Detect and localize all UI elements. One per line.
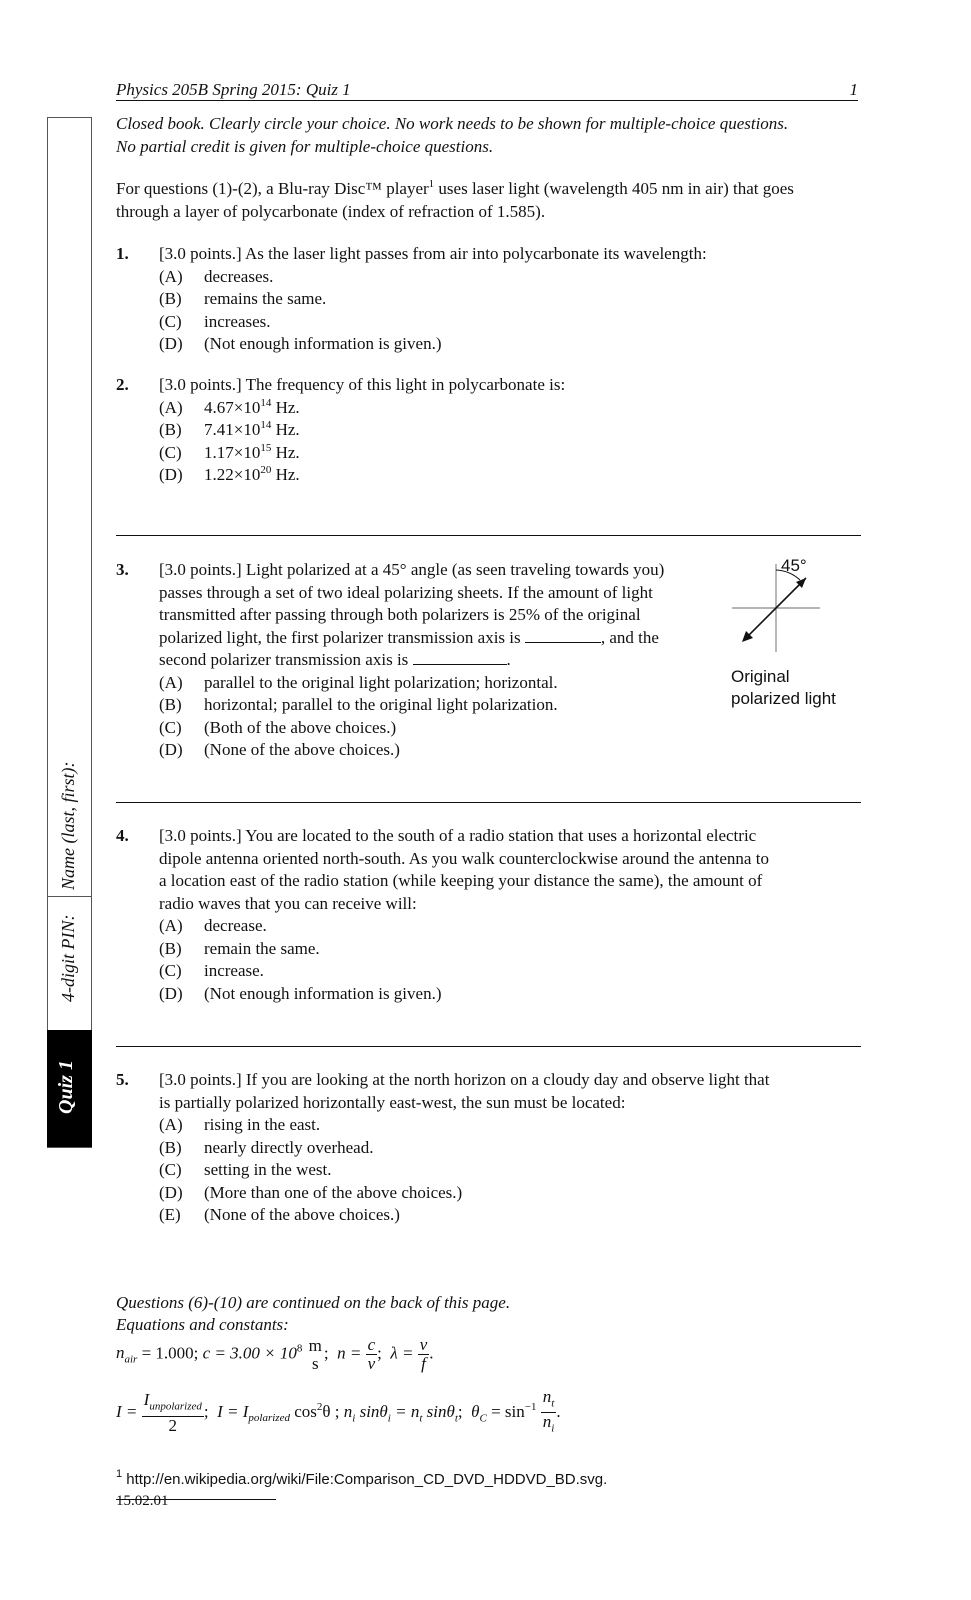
units-den: s bbox=[311, 1353, 319, 1373]
option-text: remains the same. bbox=[204, 289, 327, 308]
option-text: increases. bbox=[204, 311, 271, 331]
question-stem: [3.0 points.] As the laser light passes from air into polycarbonate its wavelength: bbox=[159, 244, 707, 263]
option-text: setting in the west. bbox=[204, 1160, 332, 1179]
option-b[interactable] bbox=[159, 938, 861, 961]
option-text bbox=[204, 397, 300, 420]
index-fraction bbox=[366, 1336, 378, 1373]
option-c[interactable] bbox=[159, 442, 861, 465]
document-title: Physics 205B Spring 2015: Quiz 1 bbox=[116, 80, 351, 99]
question-stem-line: [3.0 points.] Light polarized at a 45° angle (as seen traveling towards you) bbox=[159, 560, 665, 579]
sidebar-pin-label: 4-digit PIN: bbox=[58, 914, 78, 1002]
caption-line: Original bbox=[731, 667, 790, 686]
option-a[interactable] bbox=[159, 672, 716, 695]
question-number: 2. bbox=[116, 375, 129, 394]
option-letter: (C) bbox=[159, 1160, 182, 1179]
option-letter: (B) bbox=[159, 695, 182, 714]
option-text: (Both of the above choices.) bbox=[204, 717, 397, 737]
section-divider bbox=[116, 535, 861, 536]
question-number: 5. bbox=[116, 1070, 129, 1089]
value-unit: Hz. bbox=[271, 465, 300, 484]
option-letter: (A) bbox=[159, 266, 183, 286]
caption-line: polarized light bbox=[731, 689, 836, 708]
option-letter: (A) bbox=[159, 916, 183, 935]
stem-text: second polarizer transmission axis is bbox=[159, 650, 413, 669]
option-c[interactable] bbox=[159, 960, 861, 983]
footnote-text[interactable]: http://en.wikipedia.org/wiki/File:Comparison_CD_DVD_HDDVD_BD.svg. bbox=[122, 1471, 608, 1488]
option-letter: (B) bbox=[159, 420, 182, 439]
option-d[interactable] bbox=[159, 1182, 861, 1205]
value-exponent: 14 bbox=[260, 419, 272, 431]
question-stem-line bbox=[159, 627, 716, 650]
instructions: Closed book. Clearly circle your choice. No work needs to be shown for multiple-choice questions. No partial credit is given for multiple-choice questions. bbox=[116, 114, 789, 156]
critical-angle: $\theta_C$ bbox=[471, 1401, 487, 1425]
question-2 bbox=[116, 374, 861, 487]
option-a[interactable] bbox=[159, 397, 861, 420]
intensity-equation-lhs: I = bbox=[116, 1401, 138, 1421]
option-c[interactable] bbox=[159, 717, 716, 740]
stem-text: . bbox=[506, 650, 511, 669]
question-stem-line: is partially polarized horizontally east-west, the sun must be located: bbox=[159, 1092, 626, 1112]
intro-paragraph bbox=[116, 178, 836, 223]
figure-caption bbox=[731, 666, 836, 710]
option-letter: (C) bbox=[159, 717, 182, 737]
option-letter: (C) bbox=[159, 311, 182, 331]
option-letter: (A) bbox=[159, 672, 183, 692]
option-letter: (D) bbox=[159, 740, 183, 759]
option-text bbox=[204, 442, 300, 465]
option-a[interactable] bbox=[159, 915, 861, 938]
section-divider bbox=[116, 1046, 861, 1047]
n-air-value: = 1.000; bbox=[137, 1343, 203, 1363]
units-num: m bbox=[308, 1335, 322, 1355]
intro-text-a: For questions (1)-(2), a Blu-ray Disc™ player bbox=[116, 179, 429, 198]
question-stem-line: a location east of the radio station (while keeping your distance the same), the amount of bbox=[159, 871, 763, 890]
option-letter: (C) bbox=[159, 442, 182, 462]
value-exponent: 14 bbox=[260, 396, 272, 409]
sidebar-name-label: Name (last, first): bbox=[58, 761, 78, 890]
option-text: (Not enough information is given.) bbox=[204, 334, 442, 353]
option-d[interactable] bbox=[159, 983, 861, 1006]
wavelength-equation-lhs: λ = bbox=[390, 1343, 414, 1363]
option-c[interactable] bbox=[159, 311, 861, 334]
answer-blank-1[interactable] bbox=[525, 628, 601, 643]
stem-text: , and the bbox=[600, 627, 659, 647]
snell-law: $n_i$ $\sin\theta_i = n_t$ sinθ$_t$ bbox=[343, 1401, 458, 1425]
date-code: 15.02.01 bbox=[116, 1493, 169, 1509]
answer-blank-2[interactable] bbox=[413, 650, 507, 665]
option-b[interactable] bbox=[159, 1137, 861, 1160]
question-stem-line: dipole antenna oriented north-south. As you walk counterclockwise around the antenna to bbox=[159, 848, 769, 868]
wavelength-den: f bbox=[421, 1354, 426, 1373]
option-b[interactable] bbox=[159, 694, 716, 717]
option-letter: (D) bbox=[159, 334, 183, 353]
units-fraction bbox=[307, 1337, 324, 1373]
option-text: (Not enough information is given.) bbox=[204, 983, 442, 1003]
sidebar-quiz-label: Quiz 1 bbox=[55, 1060, 77, 1114]
critical-fraction bbox=[541, 1388, 557, 1438]
option-text: decrease. bbox=[204, 916, 267, 935]
option-text: decreases. bbox=[204, 266, 274, 286]
cos-text: cos bbox=[289, 1401, 317, 1421]
value-mantissa: 7.41×10 bbox=[204, 420, 261, 439]
option-text: horizontal; parallel to the original light polarization. bbox=[204, 695, 558, 714]
index-num: c bbox=[367, 1335, 376, 1354]
question-stem-line: [3.0 points.] If you are looking at the north horizon on a cloudy day and observe light that bbox=[159, 1070, 770, 1089]
polarization-line bbox=[744, 578, 806, 640]
option-text: remain the same. bbox=[204, 938, 320, 958]
value-exponent: 15 bbox=[260, 441, 272, 454]
wavelength-num: v bbox=[419, 1335, 428, 1354]
option-letter: (D) bbox=[159, 983, 183, 1003]
page-number: 1 bbox=[849, 80, 858, 99]
option-text: (None of the above choices.) bbox=[204, 740, 400, 759]
speed-of-light: c = 3.00 × 10 bbox=[202, 1343, 297, 1363]
option-b[interactable] bbox=[159, 419, 861, 442]
question-4 bbox=[116, 825, 861, 1005]
wavelength-fraction bbox=[418, 1336, 430, 1373]
equations-row-1: $n_{air} = 1.000$; $c = 3.00 \times 10^8$ m s ; n = $\frac{c}{v}$ ; λ = $\frac{v}{f}$ . bbox=[116, 1335, 434, 1373]
option-letter: (A) bbox=[159, 1115, 183, 1134]
sin-inverse-sup: −1 bbox=[524, 1400, 537, 1413]
option-text: parallel to the original light polarization; horizontal. bbox=[204, 672, 558, 692]
value-mantissa: 4.67×10 bbox=[204, 397, 261, 417]
option-letter: (D) bbox=[159, 1182, 183, 1202]
question-stem-line: passes through a set of two ideal polarizing sheets. If the amount of light bbox=[159, 582, 653, 602]
intensity-num: $I_{unpolarized}$ bbox=[142, 1391, 204, 1416]
value-unit: Hz. bbox=[271, 442, 300, 462]
option-a[interactable] bbox=[159, 1114, 861, 1137]
option-text: (None of the above choices.) bbox=[204, 1205, 400, 1224]
option-letter: (B) bbox=[159, 289, 182, 308]
n-air-symbol: $n_{air}$ bbox=[116, 1343, 138, 1366]
critical-num: $n_t$ bbox=[541, 1388, 557, 1413]
section-divider bbox=[116, 802, 861, 803]
malus-sub: polarized bbox=[248, 1412, 290, 1425]
theta-text: θ ; bbox=[322, 1401, 344, 1421]
footnote-mark: 1 bbox=[116, 1468, 123, 1480]
question-1 bbox=[116, 243, 861, 356]
critical-den: $n_i$ bbox=[542, 1412, 555, 1435]
option-letter: (C) bbox=[159, 961, 182, 980]
index-equation-lhs: n = bbox=[337, 1343, 362, 1363]
option-letter: (B) bbox=[159, 1137, 182, 1157]
question-stem-line: transmitted after passing through both polarizers is 25% of the original bbox=[159, 605, 641, 624]
intensity-sub: unpolarized bbox=[149, 1400, 202, 1413]
option-letter: (B) bbox=[159, 938, 182, 958]
sin-inverse: = sin bbox=[486, 1401, 525, 1421]
equations-title: Equations and constants: bbox=[116, 1315, 289, 1334]
option-d[interactable] bbox=[159, 464, 861, 487]
option-c[interactable] bbox=[159, 1159, 861, 1182]
equations-row-2: I = $\frac{I_{unpolarized}}{2}$ ; $I = I_{polarized}$ $\cos^2\theta$ ; $n_i$ $\sin\theta_i = n_t$ sinθ$_t$; $\theta_C = \sin^{-1}$ $\frac{n_t}{n_i}$ . bbox=[116, 1388, 561, 1438]
value-mantissa: 1.17×10 bbox=[204, 442, 261, 462]
malus-lhs: I = I bbox=[217, 1401, 249, 1421]
value-unit: Hz. bbox=[271, 420, 300, 439]
question-3 bbox=[116, 559, 716, 762]
page-header bbox=[116, 80, 858, 101]
index-den: v bbox=[367, 1354, 376, 1373]
question-number: 1. bbox=[116, 244, 129, 263]
option-a[interactable] bbox=[159, 266, 861, 289]
question-stem-line bbox=[159, 649, 716, 672]
question-stem-line: radio waves that you can receive will: bbox=[159, 893, 417, 913]
question-5 bbox=[116, 1069, 861, 1227]
value-mantissa: 1.22×10 bbox=[204, 465, 261, 484]
stem-text: polarized light, the first polarizer transmission axis is bbox=[159, 627, 525, 647]
intro-text-b: uses laser light (wavelength 405 nm in air) that goes through a layer of polycarbonate (index of refraction of 1.585). bbox=[116, 179, 794, 221]
option-text: (More than one of the above choices.) bbox=[204, 1182, 463, 1202]
option-text bbox=[204, 464, 300, 487]
cos-sup: 2 bbox=[316, 1400, 323, 1413]
question-stem: [3.0 points.] The frequency of this light in polycarbonate is: bbox=[159, 375, 566, 394]
intensity-fraction bbox=[142, 1391, 204, 1434]
option-letter: (D) bbox=[159, 465, 183, 484]
option-text: rising in the east. bbox=[204, 1115, 321, 1134]
option-d[interactable] bbox=[159, 739, 716, 762]
continued-note: Questions (6)-(10) are continued on the back of this page. bbox=[116, 1293, 511, 1312]
sidebar-divider bbox=[47, 896, 92, 897]
footnote-ref: 1 bbox=[428, 178, 435, 190]
option-text bbox=[204, 419, 300, 442]
question-number: 4. bbox=[116, 826, 129, 845]
angle-label: 45° bbox=[781, 556, 807, 575]
speed-exponent: 8 bbox=[296, 1342, 303, 1355]
footnote bbox=[116, 1468, 608, 1488]
option-b[interactable] bbox=[159, 288, 861, 311]
intensity-den: 2 bbox=[168, 1415, 177, 1435]
value-exponent: 20 bbox=[260, 464, 272, 476]
question-stem-line: [3.0 points.] You are located to the south of a radio station that uses a horizontal electric bbox=[159, 826, 757, 845]
option-letter: (A) bbox=[159, 397, 183, 417]
option-e[interactable] bbox=[159, 1204, 861, 1227]
option-d[interactable] bbox=[159, 333, 861, 356]
option-letter: (E) bbox=[159, 1205, 181, 1224]
value-unit: Hz. bbox=[271, 397, 300, 417]
option-text: increase. bbox=[204, 961, 264, 980]
option-text: nearly directly overhead. bbox=[204, 1137, 374, 1157]
question-number: 3. bbox=[116, 560, 129, 579]
